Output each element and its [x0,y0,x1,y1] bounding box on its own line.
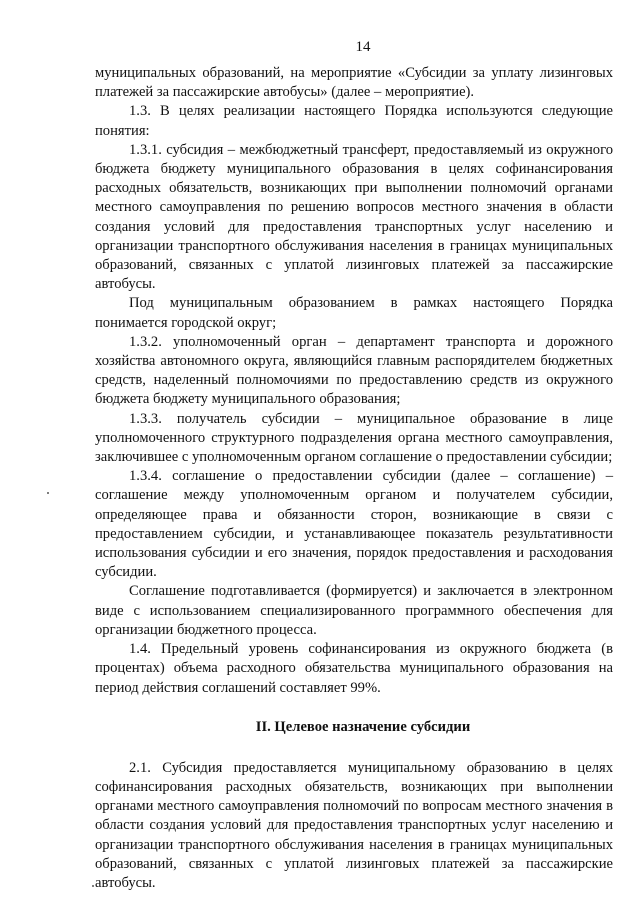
scan-speck [92,885,94,887]
paragraph: 2.1. Субсидия предоставляется муниципальному образованию в целях софинансирования расходных обязательств, возникающих при выполнении органами местного самоуправления полномочий по вопросам местного значения в области создания условий для предоставления транспортных услуг населению и организации транспортного обслуживания населения в границах муниципальных образований, связанных с уплатой лизинговых платежей за пассажирские автобусы. [95,759,613,891]
paragraph: Под муниципальным образованием в рамках настоящего Порядка понимается городской округ; [95,295,613,331]
paragraph: муниципальных образований, на мероприятие «Субсидии за уплату лизинговых платежей за пассажирские автобусы» (далее – мероприятие). [95,65,613,101]
paragraph: 1.3.2. уполномоченный орган – департамент транспорта и дорожного хозяйства автономного округа, являющийся главным распорядителем бюджетных средств, наделенный полномочиями по предоставлению средств из окружного бюджета бюджету муниципального образования; [95,333,613,408]
section-heading: II. Целевое назначение субсидии [255,718,471,735]
paragraph: 1.3.3. получатель субсидии – муниципальное образование в лице уполномоченного структурного подразделения органа местного самоуправления, заключившее с уполномоченным органом соглашение о предоставлении субсидии; [95,410,613,466]
page-number: 14 [355,39,371,55]
body-text-after-section [95,759,613,893]
scan-speck [47,492,49,494]
paragraph: Соглашение подготавливается (формируется) и заключается в электронном виде с использованием специализированного программного обеспечения для организации бюджетного процесса. [95,583,613,638]
paragraph: 1.3.1. субсидия – межбюджетный трансферт, предоставляемый из окружного бюджета бюджету муниципального образования в целях софинансирования расходных обязательств, возникающих при выполнении полномочий органами местного самоуправления по решению вопросов местного значения в области создания условий для предоставления транспортных услуг населению и организации транспортного обслуживания населения в границах муниципальных образований, связанных с уплатой лизинговых платежей за пассажирские автобусы. [95,141,613,293]
paragraph: 1.3. В целях реализации настоящего Порядка используются следующие понятия: [95,103,613,139]
paragraph: 1.3.4. соглашение о предоставлении субсидии (далее – соглашение) – соглашение между уполномоченным органом и получателем субсидии, определяющее права и обязанности сторон, возникающие в связи с предоставлением субсидии, и устанавливающее показатель результативности использования субсидии и его значения, порядок предоставления и расходования субсидии. [95,468,613,581]
paragraph: 1.4. Предельный уровень софинансирования из окружного бюджета (в процентах) объема расходного обязательства муниципального образования на период действия соглашений составляет 99%. [95,641,613,696]
body-text-before-section [95,64,613,698]
